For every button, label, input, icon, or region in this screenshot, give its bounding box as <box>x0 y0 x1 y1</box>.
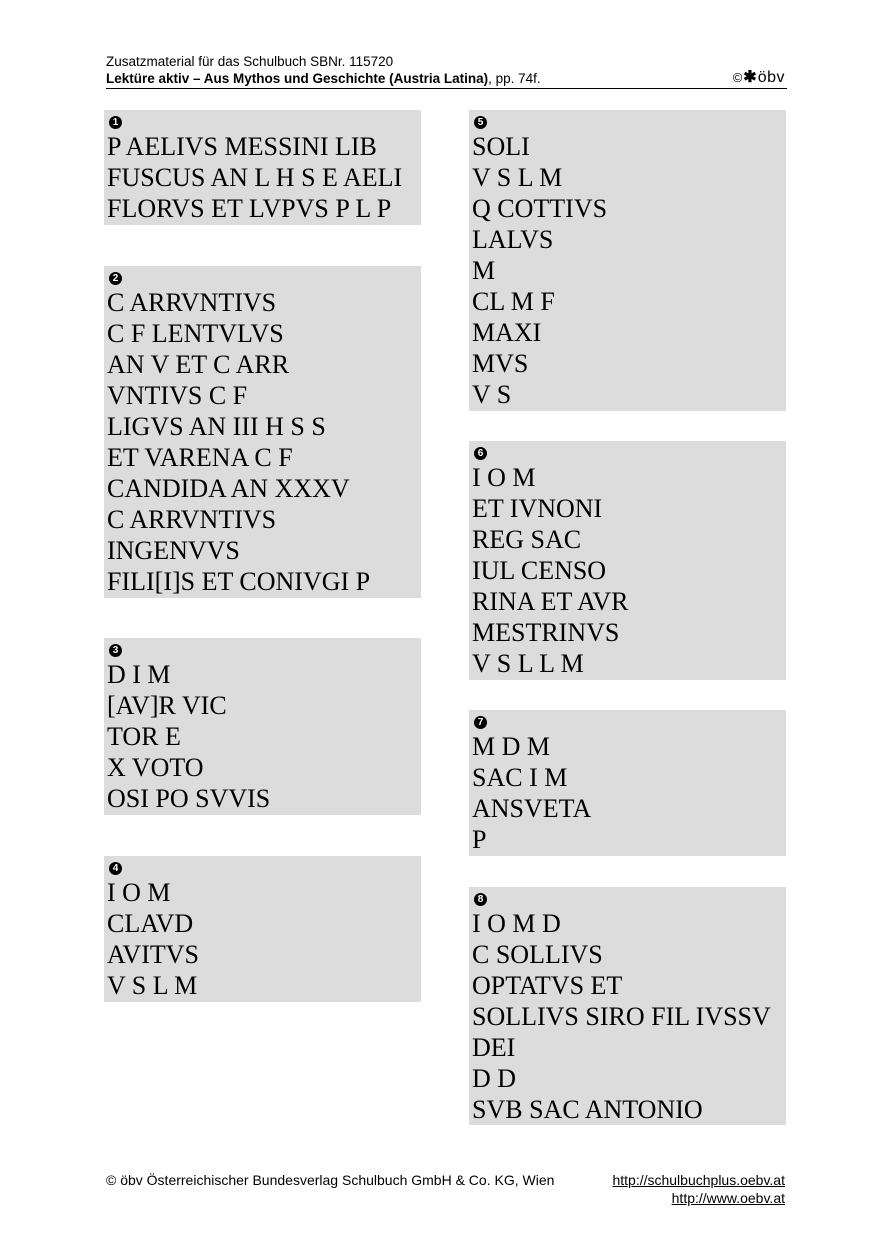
logo-star-icon: ✱ <box>743 69 757 86</box>
inscription-box-6 <box>469 441 786 680</box>
inscription-line: X VOTO <box>107 753 204 782</box>
inscription-line: C ARRVNTIVS <box>107 288 277 317</box>
inscription-line: OSI PO SVVIS <box>107 784 271 813</box>
inscription-line: SOLI <box>472 132 530 161</box>
header-rule <box>106 88 787 89</box>
schulbuchplus-link[interactable]: http://schulbuchplus.oebv.at <box>612 1172 785 1188</box>
supplement-note: Zusatzmaterial für das Schulbuch SBNr. 115720 <box>106 54 394 69</box>
inscription-number-badge: 6 <box>474 447 487 460</box>
inscription-box-2 <box>104 266 421 598</box>
inscription-line: I O M <box>107 878 171 907</box>
oebv-link[interactable]: http://www.oebv.at <box>671 1190 785 1206</box>
inscription-line: AVITVS <box>107 940 199 969</box>
inscription-line: CL M F <box>472 287 555 316</box>
inscription-number-badge: 2 <box>109 272 122 285</box>
inscription-line: OPTATVS ET <box>472 971 623 1000</box>
inscription-line: CANDIDA AN XXXV <box>107 474 350 503</box>
inscription-box-4 <box>104 856 421 1002</box>
inscription-line: Q COTTIVS <box>472 194 608 223</box>
inscription-line: ET IVNONI <box>472 494 603 523</box>
inscription-number-badge: 4 <box>109 862 122 875</box>
inscription-line: RINA ET AVR <box>472 587 629 616</box>
page-header <box>106 53 787 87</box>
copyright-symbol: © <box>732 70 743 85</box>
inscription-line: MESTRINVS <box>472 618 620 647</box>
inscription-line: LALVS <box>472 225 554 254</box>
inscription-line: MAXI <box>472 318 542 347</box>
logo-text: öbv <box>757 69 785 86</box>
inscription-line: V S L M <box>472 163 563 192</box>
inscription-number-badge: 7 <box>474 716 487 729</box>
inscription-line: AN V ET C ARR <box>107 350 290 379</box>
inscription-box-1 <box>104 110 421 225</box>
inscription-line: I O M D <box>472 909 561 938</box>
inscription-line: REG SAC <box>472 525 582 554</box>
inscription-line: D D <box>472 1064 517 1093</box>
inscription-line: P <box>472 825 487 854</box>
book-title-bold: Lektüre aktiv – Aus Mythos und Geschichte (Austria Latina) <box>106 71 489 86</box>
inscription-line: P AELIVS MESSINI LIB <box>107 132 377 161</box>
inscription-number-badge: 5 <box>474 116 487 129</box>
inscription-line: SAC I M <box>472 763 568 792</box>
inscription-number-badge: 8 <box>474 893 487 906</box>
book-pages: , pp. 74f. <box>488 71 541 86</box>
book-title <box>106 70 787 87</box>
inscription-line: IUL CENSO <box>472 556 607 585</box>
publisher-note: © öbv Österreichischer Bundesverlag Schulbuch GmbH & Co. KG, Wien <box>106 1172 555 1188</box>
inscription-line: M <box>472 256 496 285</box>
inscription-line: D I M <box>107 660 171 689</box>
inscription-number-badge: 3 <box>109 644 122 657</box>
inscription-line: C SOLLIVS <box>472 940 603 969</box>
inscription-number-badge: 1 <box>109 116 122 129</box>
inscription-line: C ARRVNTIVS <box>107 505 277 534</box>
inscription-line: DEI <box>472 1033 516 1062</box>
inscription-line: I O M <box>472 463 536 492</box>
inscription-line: FLORVS ET LVPVS P L P <box>107 194 392 223</box>
footer-links <box>612 1171 785 1207</box>
inscription-line: MVS <box>472 349 529 378</box>
inscription-line: ANSVETA <box>472 794 592 823</box>
inscription-line: ET VARENA C F <box>107 443 293 472</box>
inscription-line: M D M <box>472 732 551 761</box>
inscription-line: INGENVVS <box>107 536 240 565</box>
inscription-box-8 <box>469 887 786 1125</box>
inscription-line: [AV]R VIC <box>107 691 227 720</box>
inscription-line: SOLLIVS SIRO FIL IVSSV <box>472 1002 771 1031</box>
inscription-box-3 <box>104 638 421 815</box>
inscription-line: SVB SAC ANTONIO <box>472 1095 703 1124</box>
inscription-box-5 <box>469 110 786 411</box>
inscription-box-7 <box>469 710 786 856</box>
inscription-line: FILI[I]S ET CONIVGI P <box>107 567 371 596</box>
inscription-line: V S L M <box>107 971 198 1000</box>
inscription-line: C F LENTVLVS <box>107 319 284 348</box>
inscription-line: VNTIVS C F <box>107 381 248 410</box>
inscription-line: LIGVS AN III H S S <box>107 412 326 441</box>
inscription-line: FUSCUS AN L H S E AELI <box>107 163 403 192</box>
inscription-line: V S L L M <box>472 649 584 678</box>
inscription-line: V S <box>472 380 512 409</box>
inscription-line: CLAVD <box>107 909 194 938</box>
inscription-line: TOR E <box>107 722 181 751</box>
oebv-logo <box>733 69 785 86</box>
